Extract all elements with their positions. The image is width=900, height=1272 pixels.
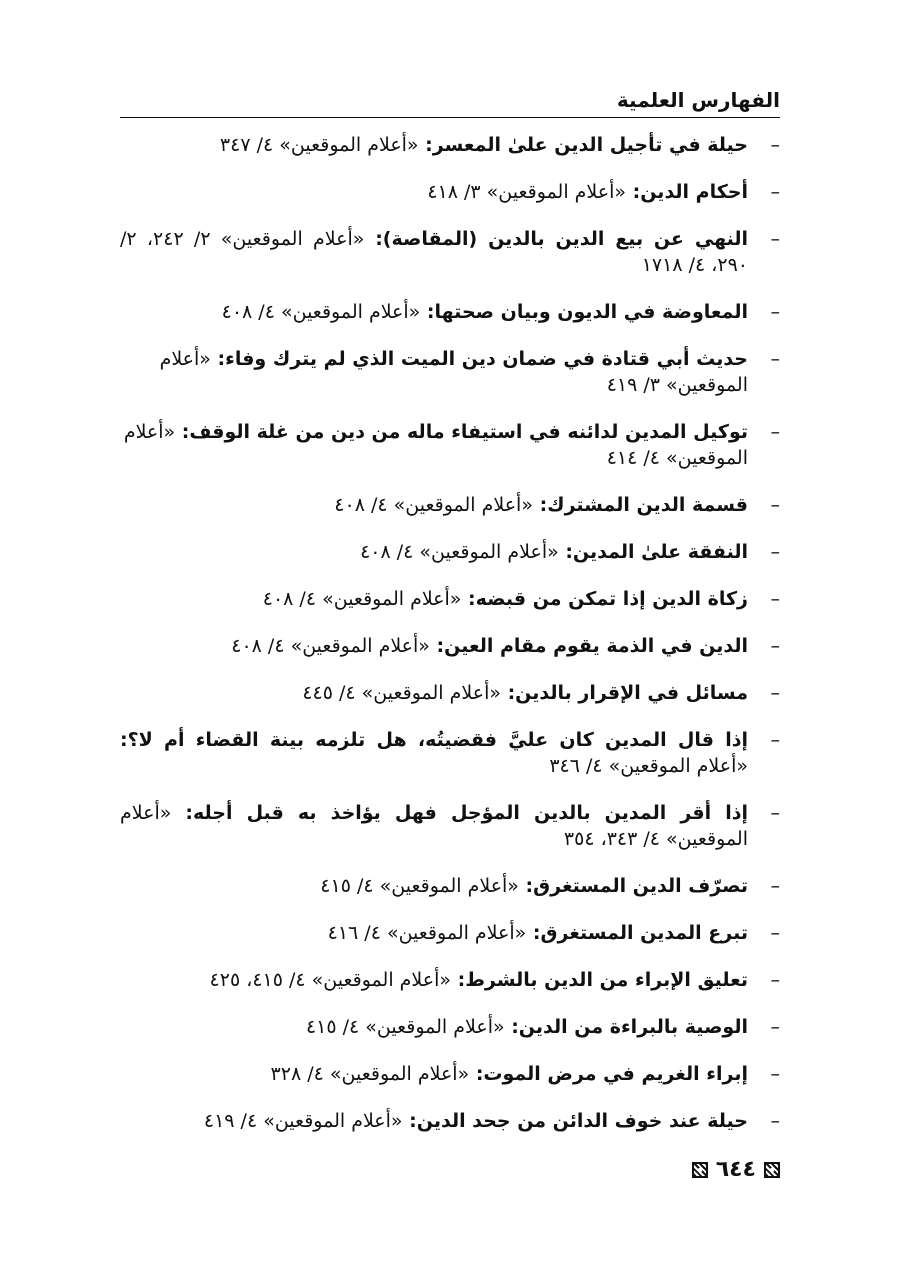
entry-topic: تصرّف الدين المستغرق: xyxy=(518,875,748,897)
index-entry xyxy=(120,1014,780,1040)
entry-topic: قسمة الدين المشترك: xyxy=(532,494,748,516)
entry-topic: الدين في الذمة يقوم مقام العين: xyxy=(429,635,748,657)
entry-dash: – xyxy=(770,134,780,156)
index-entry xyxy=(120,920,780,946)
entry-dash: – xyxy=(770,922,780,944)
index-entry xyxy=(120,1061,780,1087)
entry-reference: «أعلام الموقعين» ٤/ ٤١٥ xyxy=(305,1016,505,1038)
entry-dash: – xyxy=(770,969,780,991)
entry-reference: «أعلام الموقعين» ٤/ ٤٠٨ xyxy=(221,301,421,323)
entry-topic: حيلة في تأجيل الدين علىٰ المعسر: xyxy=(418,134,748,156)
entry-reference: «أعلام الموقعين» ٢/ ٢٤٢، ٢/ ٢٩٠، ٤/ ١٧١٨ xyxy=(120,228,748,276)
index-entry xyxy=(120,873,780,899)
entry-topic: الوصية بالبراءة من الدين: xyxy=(504,1016,748,1038)
entry-topic: زكاة الدين إذا تمكن من قبضه: xyxy=(461,588,748,610)
entry-topic: أحكام الدين: xyxy=(626,181,748,203)
entry-dash: – xyxy=(770,588,780,610)
entry-dash: – xyxy=(770,729,780,751)
entry-reference: «أعلام الموقعين» ٤/ ٣٤٧ xyxy=(219,134,419,156)
entry-topic: تبرع المدين المستغرق: xyxy=(526,922,748,944)
entry-reference: «أعلام الموقعين» ٤/ ٤٠٨ xyxy=(334,494,533,516)
entry-reference: «أعلام الموقعين» ٤/ ٣٤٣، ٣٥٤ xyxy=(120,802,748,850)
entry-dash: – xyxy=(770,228,780,250)
index-entry xyxy=(120,299,780,325)
index-entry xyxy=(120,492,780,518)
entry-reference: «أعلام الموقعين» ٤/ ٣٤٦ xyxy=(549,755,748,777)
running-header: الفهارس العلمية xyxy=(616,88,780,112)
index-entry xyxy=(120,800,780,852)
entry-topic: حديث أبي قتادة في ضمان دين الميت الذي لم يترك وفاء: xyxy=(210,348,748,370)
entry-dash: – xyxy=(770,541,780,563)
entry-topic: إذا أقر المدين بالدين المؤجل فهل يؤاخذ به قبل أجله: xyxy=(171,802,748,824)
entry-reference: «أعلام الموقعين» ٤/ ٤٠٨ xyxy=(262,588,462,610)
entry-topic: تعليق الإبراء من الدين بالشرط: xyxy=(450,969,748,991)
entry-reference: «أعلام الموقعين» ٤/ ٤٤٥ xyxy=(302,682,501,704)
index-entry xyxy=(120,226,780,278)
entry-dash: – xyxy=(770,1016,780,1038)
entry-reference: «أعلام الموقعين» ٤/ ٤١٥ xyxy=(320,875,519,897)
entry-topic: توكيل المدين لدائنه في استيفاء ماله من دين من غلة الوقف: xyxy=(175,421,748,443)
entry-reference: «أعلام الموقعين» ٤/ ٤١٦ xyxy=(327,922,527,944)
entry-dash: – xyxy=(770,181,780,203)
entry-reference: «أعلام الموقعين» ٣/ ٤١٨ xyxy=(427,181,626,203)
index-entry xyxy=(120,419,780,471)
index-entry xyxy=(120,727,780,779)
entry-dash: – xyxy=(770,635,780,657)
entry-reference: «أعلام الموقعين» ٤/ ٤١٩ xyxy=(203,1110,403,1132)
index-entry xyxy=(120,967,780,993)
entry-topic: مسائل في الإقرار بالدين: xyxy=(500,682,748,704)
index-entry xyxy=(120,132,780,158)
index-entry xyxy=(120,346,780,398)
entry-dash: – xyxy=(770,301,780,323)
index-entry xyxy=(120,680,780,706)
entry-topic: حيلة عند خوف الدائن من جحد الدين: xyxy=(402,1110,748,1132)
index-entry xyxy=(120,179,780,205)
entry-dash: – xyxy=(770,802,780,824)
entry-dash: – xyxy=(770,875,780,897)
entry-reference: «أعلام الموقعين» ٤/ ٣٢٨ xyxy=(270,1063,470,1085)
index-entry xyxy=(120,586,780,612)
entry-reference: «أعلام الموقعين» ٤/ ٤١٤ xyxy=(123,421,748,469)
entry-dash: – xyxy=(770,494,780,516)
index-entries xyxy=(120,132,780,1155)
entry-reference: «أعلام الموقعين» ٤/ ٤٠٨ xyxy=(360,541,559,563)
entry-dash: – xyxy=(770,682,780,704)
entry-reference: «أعلام الموقعين» ٤/ ٤٠٨ xyxy=(231,635,430,657)
entry-reference: «أعلام الموقعين» ٤/ ٤١٥، ٤٢٥ xyxy=(209,969,451,991)
entry-dash: – xyxy=(770,1110,780,1132)
entry-topic: النهي عن بيع الدين بالدين (المقاصة): xyxy=(364,228,749,250)
square-ornament-icon xyxy=(692,1162,708,1178)
entry-topic: المعاوضة في الديون وبيان صحتها: xyxy=(420,301,748,323)
index-entry xyxy=(120,539,780,565)
entry-dash: – xyxy=(770,421,780,443)
square-ornament-icon xyxy=(764,1162,780,1178)
entry-reference: «أعلام الموقعين» ٣/ ٤١٩ xyxy=(159,348,748,396)
index-entry xyxy=(120,633,780,659)
entry-dash: – xyxy=(770,348,780,370)
header-rule xyxy=(120,117,780,118)
entry-topic: إذا قال المدين كان عليَّ فقضيتُه، هل تلزمه بينة القضاء أم لا؟: xyxy=(120,729,748,751)
entry-topic: إبراء الغريم في مرض الموت: xyxy=(469,1063,748,1085)
page-footer xyxy=(692,1158,780,1182)
page-number: ٦٤٤ xyxy=(715,1157,756,1182)
index-entry xyxy=(120,1108,780,1134)
entry-dash: – xyxy=(770,1063,780,1085)
entry-topic: النفقة علىٰ المدين: xyxy=(558,541,748,563)
